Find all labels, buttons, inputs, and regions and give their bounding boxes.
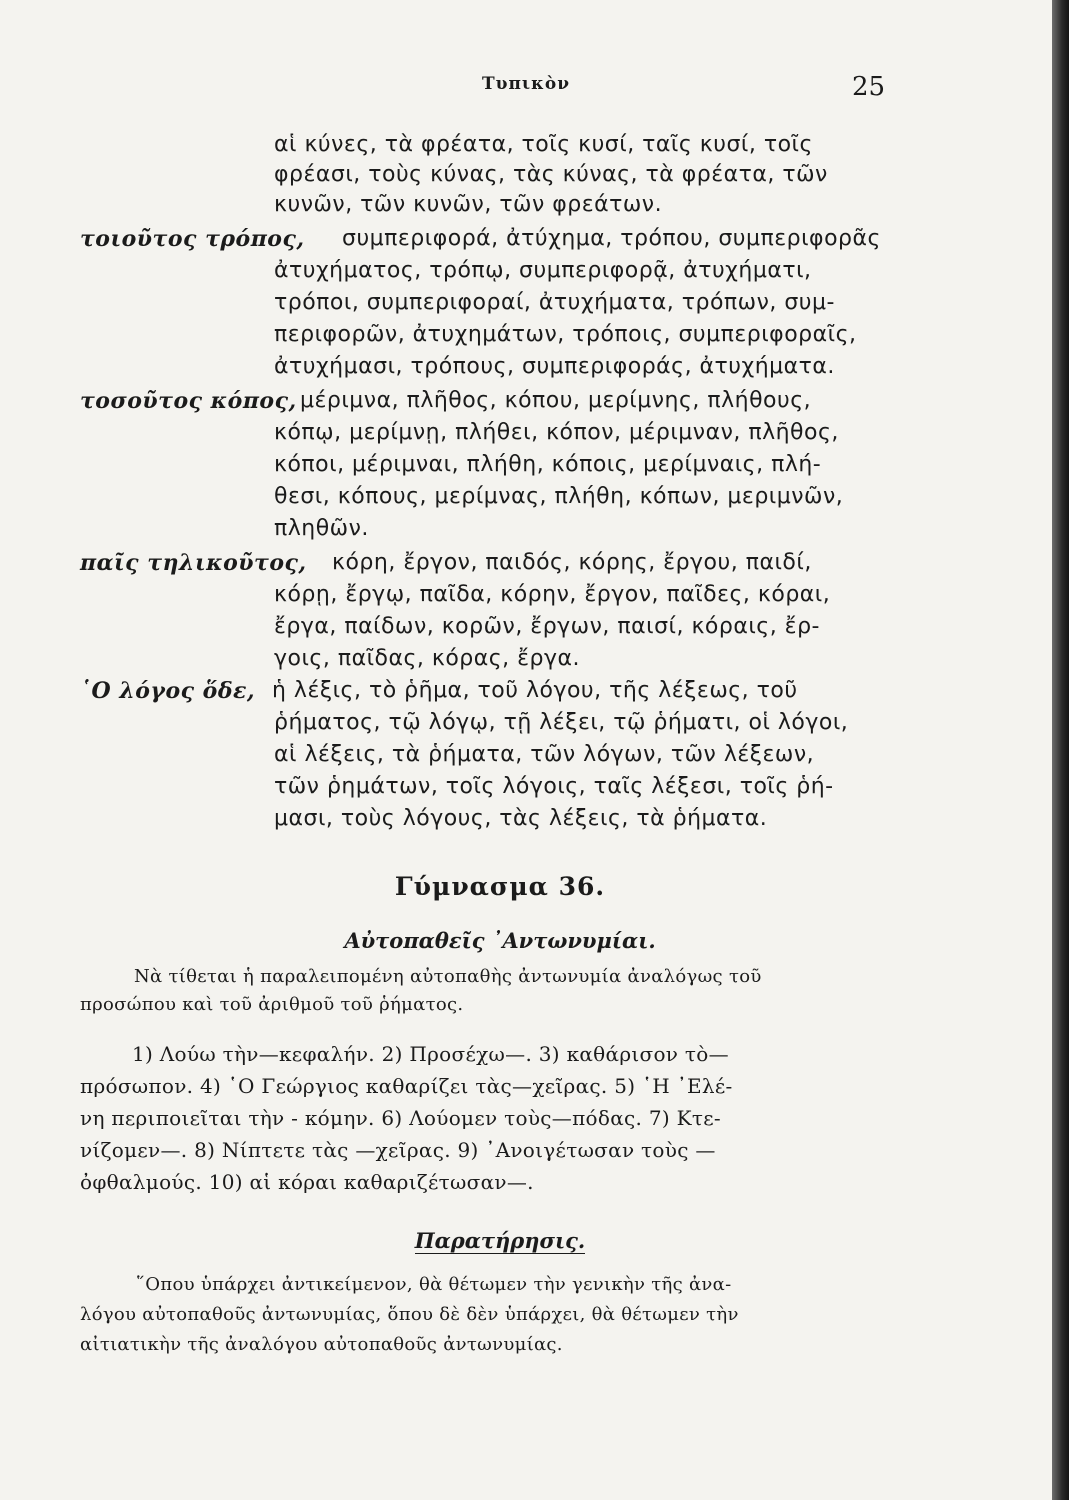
entry-line: αἱ λέξεις, τὰ ῥήματα, τῶν λόγων, τῶν λέξεων, (274, 742, 815, 767)
entry-line: κυνῶν, τῶν κυνῶν, τῶν φρεάτων. (274, 192, 663, 217)
entry-line: κόρῃ, ἔργῳ, παῖδα, κόρην, ἔργον, παῖδες, κόραι, (274, 582, 831, 607)
entry-line: γοις, παῖδας, κόρας, ἔργα. (274, 646, 581, 671)
entry-line: ἀτυχήμασι, τρόπους, συμπεριφοράς, ἀτυχήματα. (274, 354, 835, 379)
entry-line: κόπῳ, μερίμνῃ, πλήθει, κόπον, μέριμναν, πλῆθος, (274, 420, 839, 445)
page-edge-shadow (1052, 0, 1069, 1500)
entry-head-word: τοσοῦτος κόπος, (80, 388, 297, 414)
entry-head-word: παῖς τηλικοῦτος, (80, 550, 307, 576)
note-line: λόγου αὐτοπαθοῦς ἀντωνυμίας, ὅπου δὲ δὲν ὑπάρχει, θὰ θέτωμεν τὴν (80, 1304, 739, 1325)
entry-line: τρόποι, συμπεριφοραί, ἀτυχήματα, τρόπων, συμ- (274, 290, 835, 315)
entry-line: ἔργα, παίδων, κορῶν, ἔργων, παισί, κόραις, ἔρ- (274, 614, 820, 639)
note-line: αἰτιατικὴν τῆς ἀναλόγου αὐτοπαθοῦς ἀντωνυμίας. (80, 1334, 563, 1355)
entry-line: φρέασι, τοὺς κύνας, τὰς κύνας, τὰ φρέατα, τῶν (274, 162, 828, 187)
entry-line: τῶν ῥημάτων, τοῖς λόγοις, ταῖς λέξεσι, τοῖς ῥή- (274, 774, 834, 799)
entry-line: ἀτυχήματος, τρόπῳ, συμπεριφορᾷ, ἀτυχήματι, (274, 258, 812, 283)
exercise-item-line: νη περιποιεῖται τὴν - κόμην. 6) Λούομεν τοὺς—πόδας. 7) Κτε- (80, 1106, 721, 1130)
exercise-item-line: πρόσωπον. 4) ῾Ο Γεώργιος καθαρίζει τὰς—χεῖρας. 5) ῾Η ᾿Ελέ- (80, 1074, 733, 1098)
exercise-item-line: 1) Λούω τὴν—κεφαλήν. 2) Προσέχω—. 3) καθάρισον τὸ— (132, 1042, 729, 1066)
entry-line: κόρη, ἔργον, παιδός, κόρης, ἔργου, παιδί, (332, 550, 812, 575)
entry-line: μέριμνα, πλῆθος, κόπου, μερίμνης, πλήθους, (300, 388, 812, 413)
note-line: ῞Οπου ὑπάρχει ἀντικείμενον, θὰ θέτωμεν τὴν γενικὴν τῆς ἀνα- (136, 1274, 732, 1295)
entry-head-word: τοιοῦτος τρόπος, (80, 226, 305, 252)
entry-line: θεσι, κόπους, μερίμνας, πλήθη, κόπων, μεριμνῶν, (274, 484, 844, 509)
instruction-line: προσώπου καὶ τοῦ ἀριθμοῦ τοῦ ῥήματος. (80, 994, 464, 1015)
exercise-item-line: ὀφθαλμούς. 10) αἱ κόραι καθαριζέτωσαν—. (80, 1170, 534, 1194)
note-title-text: Παρατήρησις. (414, 1228, 586, 1253)
entry-head-word: ῾Ο λόγος ὅδε, (80, 678, 256, 704)
entry-line: περιφορῶν, ἀτυχημάτων, τρόποις, συμπεριφοραῖς, (274, 322, 857, 347)
entry-line: πληθῶν. (274, 516, 369, 541)
running-title: Τυπικὸν (482, 74, 570, 94)
exercise-item-line: νίζομεν—. 8) Νίπτετε τὰς —χεῖρας. 9) ᾿Ανοιγέτωσαν τοὺς — (80, 1138, 716, 1162)
instruction-line: Νὰ τίθεται ἡ παραλειπομένη αὐτοπαθὴς ἀντωνυμία ἀναλόγως τοῦ (134, 966, 762, 987)
exercise-title: Γύμνασμα 36. (394, 872, 606, 901)
entry-line: μασι, τοὺς λόγους, τὰς λέξεις, τὰ ῥήματα. (274, 806, 768, 831)
exercise-subtitle: Αὐτοπαθεῖς ᾿Αντωνυμίαι. (344, 928, 656, 953)
entry-line: κόποι, μέριμναι, πλήθη, κόποις, μερίμναις, πλή- (274, 452, 822, 477)
entry-line: ἡ λέξις, τὸ ῥῆμα, τοῦ λόγου, τῆς λέξεως, τοῦ (272, 678, 798, 703)
entry-line: αἱ κύνες, τὰ φρέατα, τοῖς κυσί, ταῖς κυσί, τοῖς (274, 132, 813, 157)
page-number: 25 (852, 72, 886, 102)
entry-line: ῥήματος, τῷ λόγῳ, τῇ λέξει, τῷ ῥήματι, οἱ λόγοι, (274, 710, 849, 735)
entry-line: συμπεριφορά, ἀτύχημα, τρόπου, συμπεριφορᾶς (342, 226, 881, 251)
note-title (0, 1228, 1000, 1253)
